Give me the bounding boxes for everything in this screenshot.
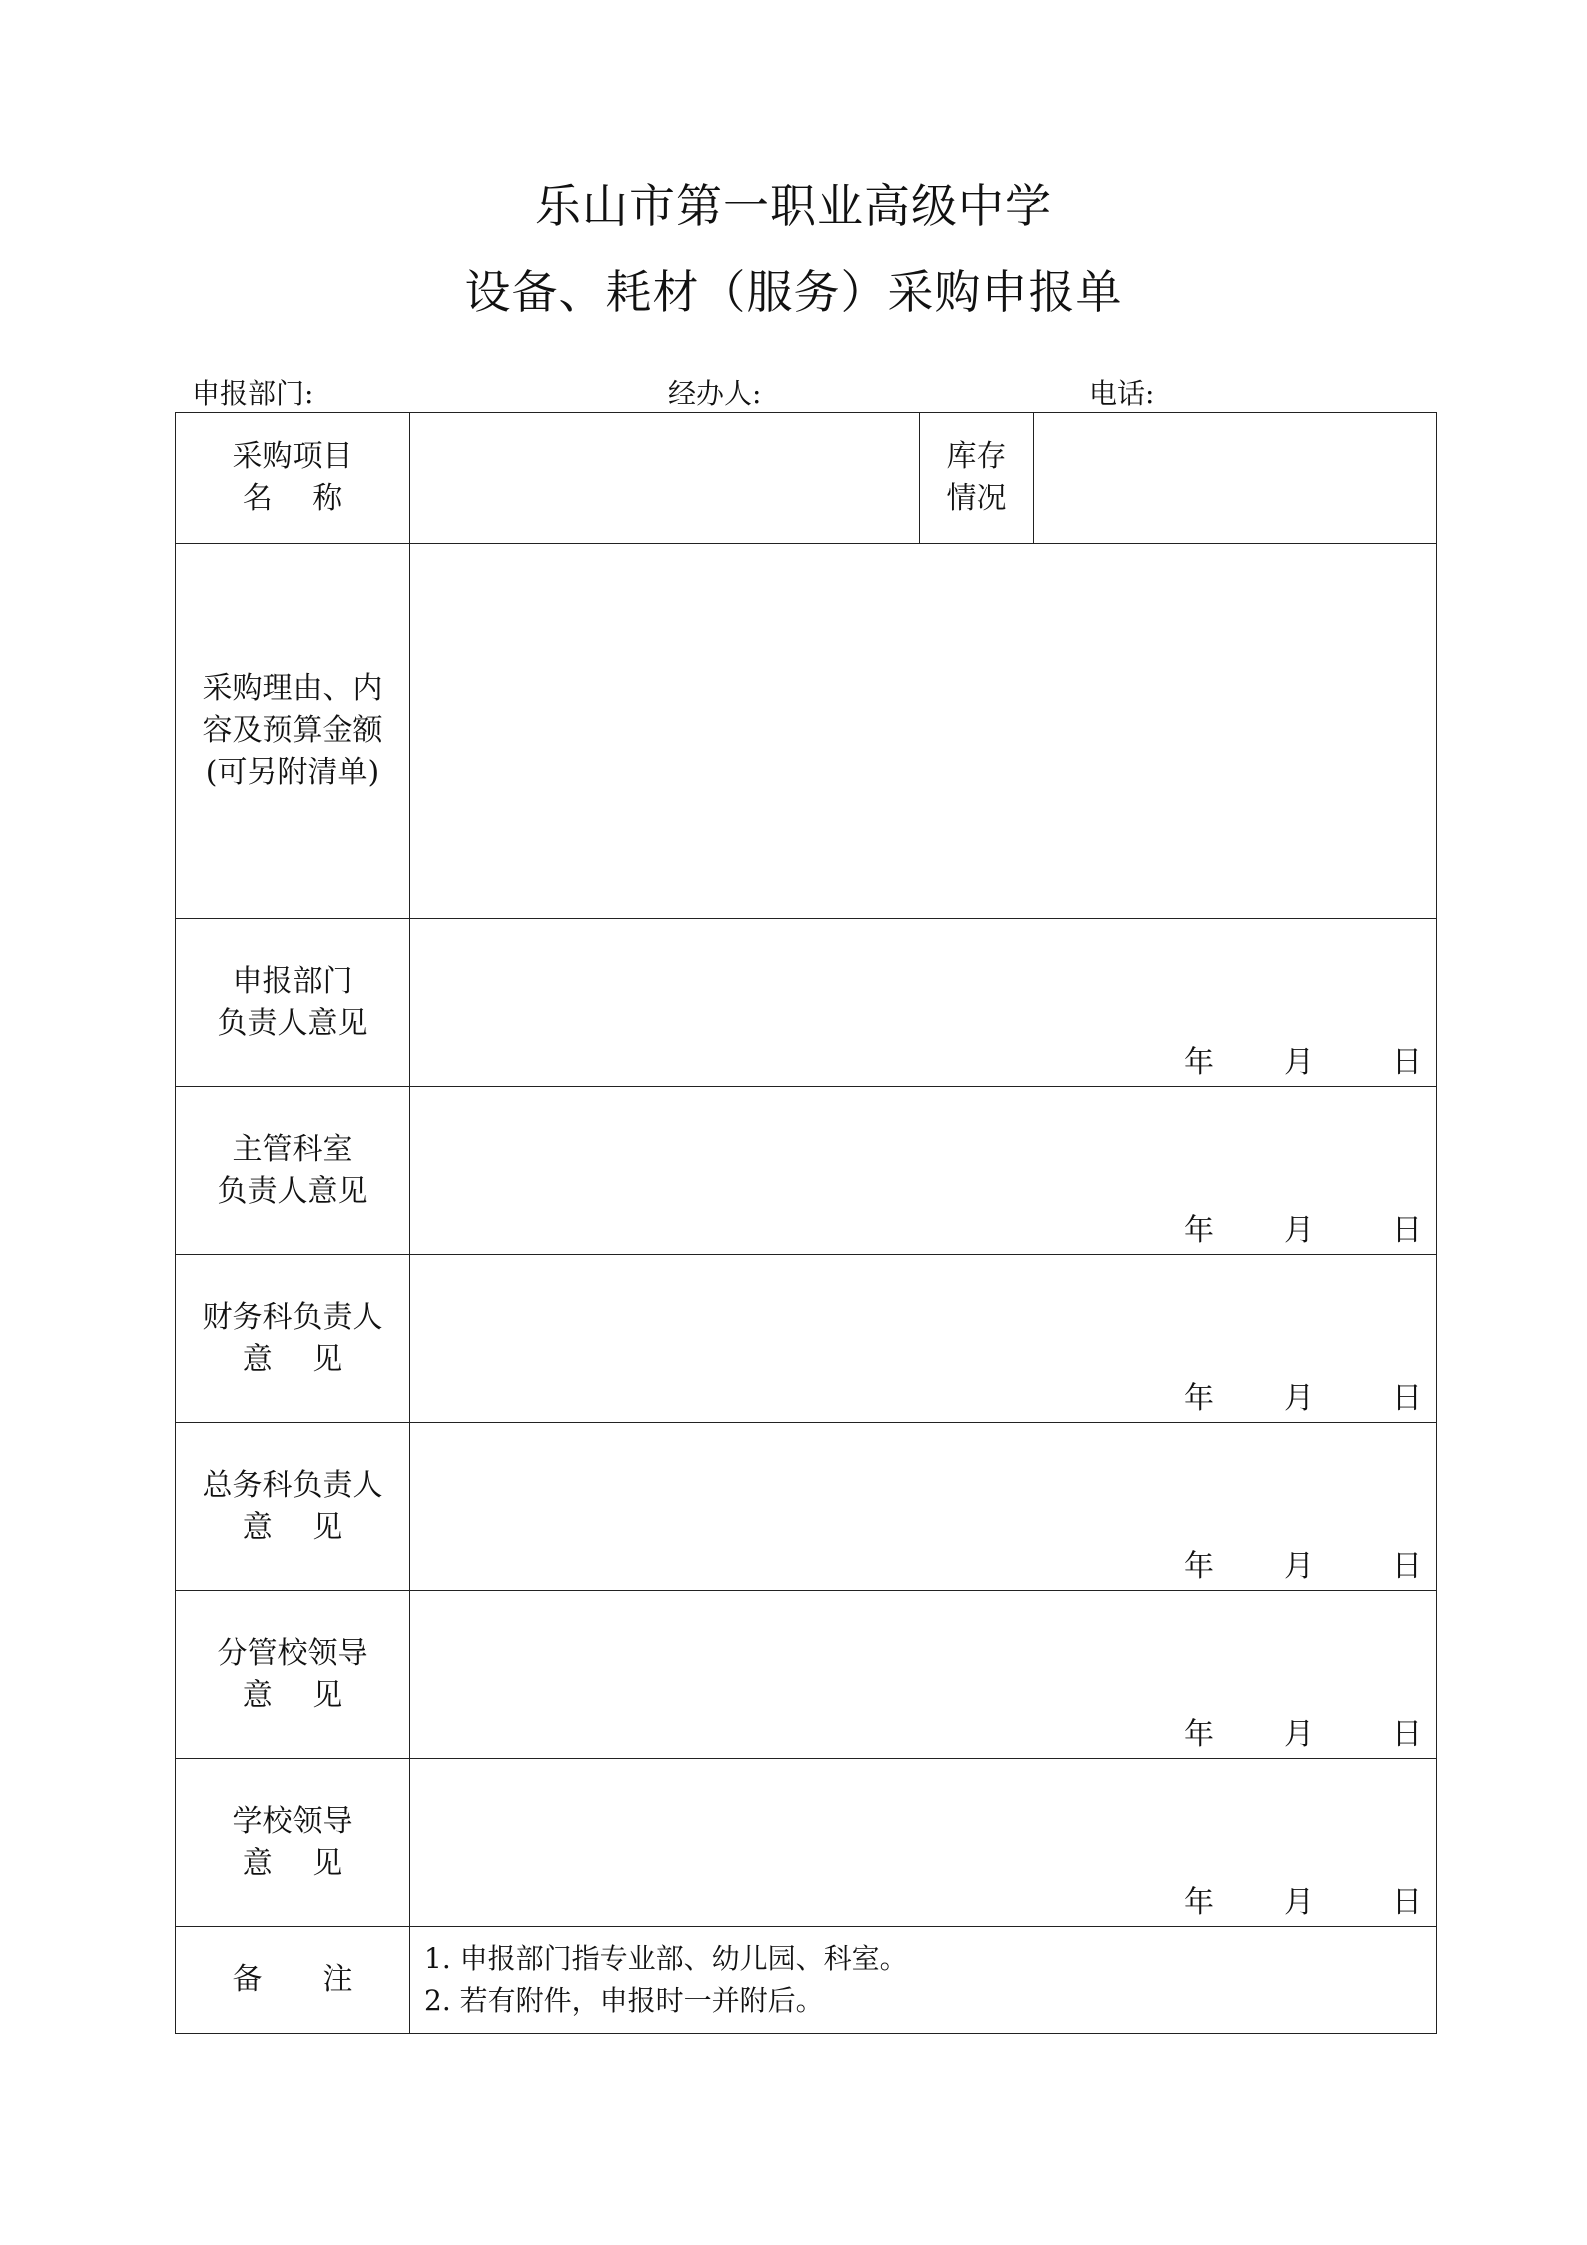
section-head-label-line1: 主管科室 [232,1131,353,1167]
day-label: 日 [1392,1381,1422,1416]
reason-label [176,544,410,919]
row-item [176,413,1437,544]
general-head-label-line1: 总务科负责人 [202,1467,383,1503]
finance-head-label-line2: 意 见 [242,1341,343,1377]
remarks-note-2: 2. 若有附件，申报时一并附后。 [424,1984,824,2017]
phone-label: 电话: [1089,377,1155,410]
date-line [1184,1544,1422,1590]
reason-label-line2: 容及预算金额 [202,713,383,748]
date-line [1184,1376,1422,1422]
month-label: 月 [1284,1045,1314,1080]
date-line [1184,1208,1422,1254]
school-leader-label-line2: 意 见 [242,1845,343,1881]
vice-leader-label-line2: 意 见 [242,1677,343,1713]
day-label: 日 [1392,1549,1422,1584]
row-dept-head [176,919,1437,1087]
row-general-head [176,1423,1437,1591]
date-line [1184,1040,1422,1086]
item-name-field[interactable] [410,413,920,544]
date-line [1184,1880,1422,1926]
reason-label-line3: (可另附清单) [205,755,380,790]
form-title: 设备、耗材（服务）采购申报单 [464,265,1123,319]
year-label: 年 [1184,1549,1214,1584]
school-name-title: 乐山市第一职业高级中学 [535,179,1052,233]
remarks-notes [410,1927,1437,2034]
year-label: 年 [1184,1213,1214,1248]
handler-label: 经办人: [668,377,762,410]
day-label: 日 [1392,1885,1422,1920]
stock-label-line2: 情况 [946,481,1007,516]
item-name-label-line2: 名 称 [242,481,343,516]
dept-head-opinion-field[interactable] [410,919,1437,1087]
school-leader-label-line1: 学校领导 [232,1803,353,1839]
reason-label-line1: 采购理由、内 [202,671,383,706]
section-head-label [176,1087,410,1255]
year-label: 年 [1184,1045,1214,1080]
row-reason [176,544,1437,919]
row-remarks [176,1927,1437,2034]
day-label: 日 [1392,1045,1422,1080]
department-label: 申报部门: [192,377,314,410]
stock-label [920,413,1034,544]
vice-leader-label-line1: 分管校领导 [217,1635,368,1671]
row-finance-head [176,1255,1437,1423]
year-label: 年 [1184,1381,1214,1416]
date-line [1184,1712,1422,1758]
month-label: 月 [1284,1213,1314,1248]
stock-label-line1: 库存 [946,439,1007,474]
row-vice-leader [176,1591,1437,1759]
vice-leader-label [176,1591,410,1759]
school-leader-label [176,1759,410,1927]
procurement-form-table [175,412,1437,2034]
dept-head-label-line1: 申报部门 [232,963,353,999]
finance-head-opinion-field[interactable] [410,1255,1437,1423]
dept-head-label-line2: 负责人意见 [217,1005,368,1041]
finance-head-label [176,1255,410,1423]
row-section-head [176,1087,1437,1255]
day-label: 日 [1392,1213,1422,1248]
general-head-label-line2: 意 见 [242,1509,343,1545]
general-head-opinion-field[interactable] [410,1423,1437,1591]
month-label: 月 [1284,1549,1314,1584]
school-leader-opinion-field[interactable] [410,1759,1437,1927]
month-label: 月 [1284,1717,1314,1752]
dept-head-label [176,919,410,1087]
year-label: 年 [1184,1717,1214,1752]
finance-head-label-line1: 财务科负责人 [202,1299,383,1335]
section-head-label-line2: 负责人意见 [217,1173,368,1209]
month-label: 月 [1284,1885,1314,1920]
vice-leader-opinion-field[interactable] [410,1591,1437,1759]
item-name-label [176,413,410,544]
item-name-label-line1: 采购项目 [232,439,353,474]
section-head-opinion-field[interactable] [410,1087,1437,1255]
remarks-label: 备 注 [176,1927,410,2034]
row-school-leader [176,1759,1437,1927]
year-label: 年 [1184,1885,1214,1920]
day-label: 日 [1392,1717,1422,1752]
reason-field[interactable] [410,544,1437,919]
stock-field[interactable] [1034,413,1437,544]
remarks-note-1: 1. 申报部门指专业部、幼儿园、科室。 [424,1942,908,1975]
month-label: 月 [1284,1381,1314,1416]
general-head-label [176,1423,410,1591]
